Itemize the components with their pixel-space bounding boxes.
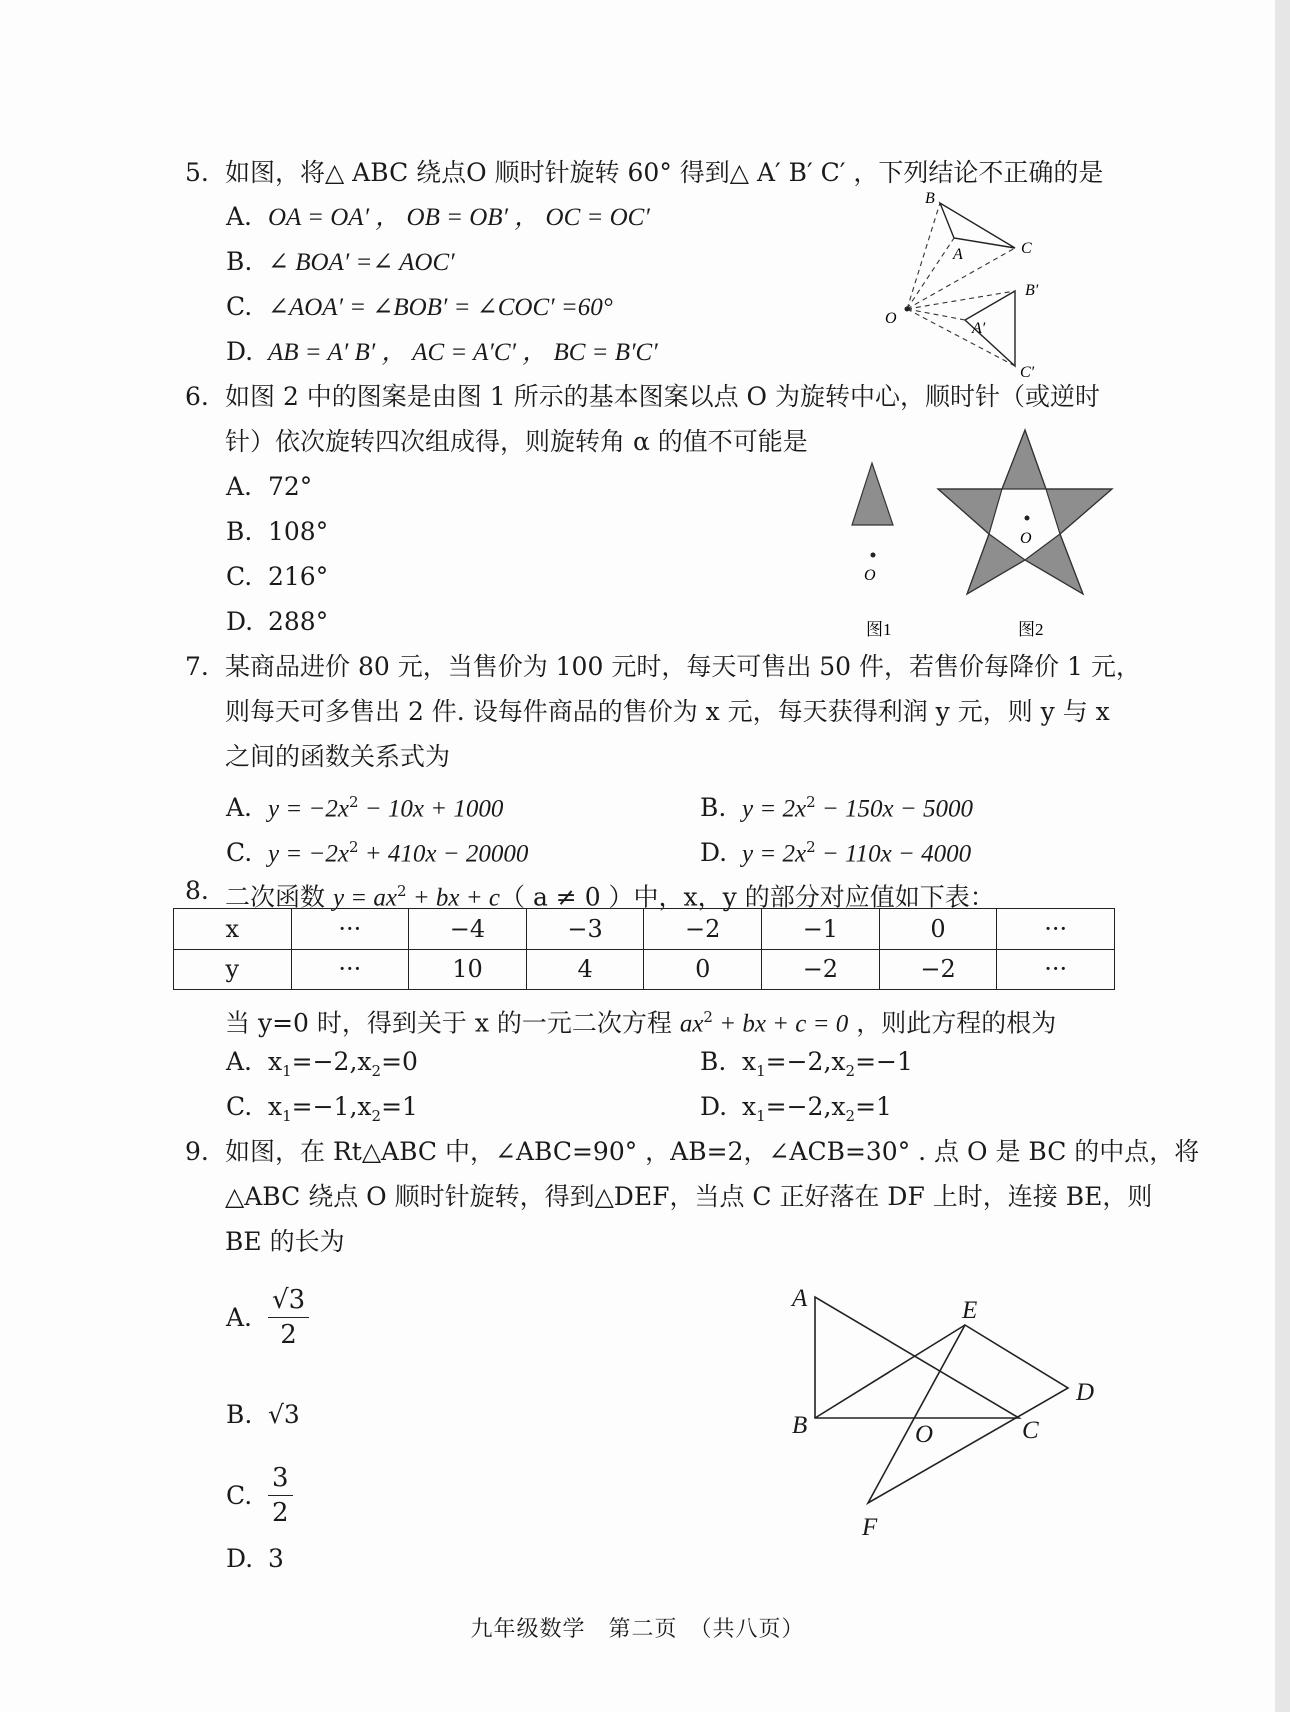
- table-cell: 0: [644, 949, 762, 990]
- table-cell: −2: [644, 909, 762, 950]
- table-cell: 4: [526, 949, 644, 990]
- table-cell: y: [174, 949, 292, 990]
- q9-rotation-figure: [780, 1270, 1100, 1540]
- table-cell: ···: [291, 949, 409, 990]
- table-cell: 10: [409, 949, 527, 990]
- q6-stem-line1: 如图 2 中的图案是由图 1 所示的基本图案以点 O 为旋转中心，顺时针（或逆时: [225, 382, 1100, 411]
- page-edge-shadow: [1275, 0, 1290, 1712]
- table-cell: −4: [409, 909, 527, 950]
- q8-stem: 二次函数 $y = ax^2$ + bx + c（ a ≠ 0 ）中，x，y 的部分对应值如下表：: [225, 882, 995, 912]
- q9-label-a: A: [792, 1285, 808, 1312]
- page-footer: 九年级数学 第二页 （共八页）: [470, 1617, 805, 1642]
- q6-fig1-caption: 图1: [866, 620, 892, 639]
- q6-option-a: A. 72°: [226, 472, 313, 501]
- q9-stem-line1: 如图，在 Rt△ABC 中，∠ABC=90° ，AB=2，∠ACB=30° . 点 O 是 BC 的中点，将: [225, 1137, 1200, 1166]
- q7-number: 7.: [185, 652, 209, 681]
- q6-fig2-caption: 图2: [1018, 620, 1044, 639]
- q5-rotation-figure: [880, 188, 1060, 378]
- table-cell: −1: [762, 909, 880, 950]
- q5-label-c: C: [1021, 240, 1032, 257]
- q7-stem-line1: 某商品进价 80 元，当售价为 100 元时，每天可售出 50 件，若售价每降价 1 元，: [225, 652, 1141, 681]
- q9-label-o: O: [915, 1421, 934, 1448]
- table-cell: −2: [762, 949, 880, 990]
- q6-option-b: B. 108°: [226, 517, 329, 546]
- q6-option-d: D. 288°: [226, 607, 329, 636]
- q7-stem-line2: 则每天可多售出 2 件. 设每件商品的售价为 x 元，每天获得利润 y 元，则 y 与 x: [225, 697, 1110, 726]
- table-cell: −2: [879, 949, 997, 990]
- q8-option-a: A. $x_1=-2,x_2=0$: [226, 1047, 418, 1080]
- q5-option-b: B. ∠ BOA′ =∠ AOC′: [226, 247, 455, 276]
- table-cell: x: [174, 909, 292, 950]
- q9-label-f: F: [862, 1514, 878, 1540]
- q8-option-d: D. $x_1=-2,x_2=1$: [700, 1092, 892, 1125]
- q9-option-b: B. √3: [226, 1400, 300, 1429]
- table-row-x: [174, 909, 1115, 950]
- q6-fig1-point-o: O: [864, 567, 876, 584]
- q8-option-c: C. $x_1=-1,x_2=1$: [226, 1092, 418, 1125]
- table-cell: ···: [291, 909, 409, 950]
- q6-number: 6.: [185, 382, 209, 411]
- q9-option-a: A. $\frac{√3}{2}$: [226, 1285, 309, 1350]
- q7-option-a: A. $y = -2x^2 - 10x + 1000$: [226, 793, 504, 823]
- q5-option-a: A. OA = OA′ ， OB = OB′ ， OC = OC′: [226, 202, 650, 231]
- q5-label-o: O: [885, 310, 897, 327]
- q8-number: 8.: [185, 876, 209, 905]
- q9-label-b: B: [792, 1412, 808, 1439]
- q9-stem-line2: △ABC 绕点 O 顺时针旋转，得到△DEF，当点 C 正好落在 DF 上时，连接 BE，则: [225, 1182, 1153, 1211]
- q5-label-a-prime: A′: [972, 320, 986, 337]
- q5-number: 5.: [185, 158, 209, 187]
- q6-figure-2-star: [935, 425, 1115, 645]
- q9-stem-line3: BE 的长为: [225, 1227, 345, 1256]
- q9-option-c: C. $\frac{3}{2}$: [226, 1463, 293, 1528]
- q8-value-table: [173, 908, 1115, 990]
- q5-option-c: C. ∠AOA′ = ∠BOB′ = ∠COC′ =60°: [226, 292, 613, 321]
- q7-option-b: B. $y = 2x^2 - 150x - 5000$: [700, 793, 973, 823]
- table-row-y: [174, 949, 1115, 990]
- q8-after-table: 当 y=0 时，得到关于 x 的一元二次方程 $ax^2$ + bx + c = 0 ，则此方程的根为: [225, 1008, 1057, 1038]
- q9-option-d: D. 3: [226, 1544, 284, 1573]
- q9-label-e: E: [962, 1297, 978, 1324]
- q5-stem: 如图，将△ ABC 绕点O 顺时针旋转 60° 得到△ A′ B′ C′ ，下列结论不正确的是: [225, 158, 1104, 187]
- q9-label-c: C: [1022, 1417, 1039, 1444]
- q6-figure-1: [840, 455, 920, 645]
- q7-option-d: D. $y = 2x^2 - 110x - 4000$: [700, 838, 972, 868]
- table-cell: ···: [997, 949, 1115, 990]
- q5-label-c-prime: C′: [1020, 364, 1035, 378]
- q8-option-b: B. $x_1=-2,x_2=-1$: [700, 1047, 913, 1080]
- q6-option-c: C. 216°: [226, 562, 329, 591]
- q7-stem-line3: 之间的函数关系式为: [225, 742, 451, 771]
- q9-label-d: D: [1076, 1379, 1095, 1406]
- q9-number: 9.: [185, 1137, 209, 1166]
- table-cell: ···: [997, 909, 1115, 950]
- table-cell: −3: [526, 909, 644, 950]
- q5-option-d: D. AB = A′ B′ ， AC = A′C′ ， BC = B′C′: [226, 337, 658, 366]
- q5-label-a: A: [953, 246, 963, 263]
- table-cell: 0: [879, 909, 997, 950]
- q7-option-c: C. $y = -2x^2 + 410x - 20000$: [226, 838, 529, 868]
- q6-stem-line2: 针）依次旋转四次组成得，则旋转角 α 的值不可能是: [225, 427, 808, 456]
- q6-fig2-point-o: O: [1020, 530, 1032, 547]
- q5-label-b-prime: B′: [1025, 282, 1039, 299]
- q5-label-b: B: [925, 190, 935, 207]
